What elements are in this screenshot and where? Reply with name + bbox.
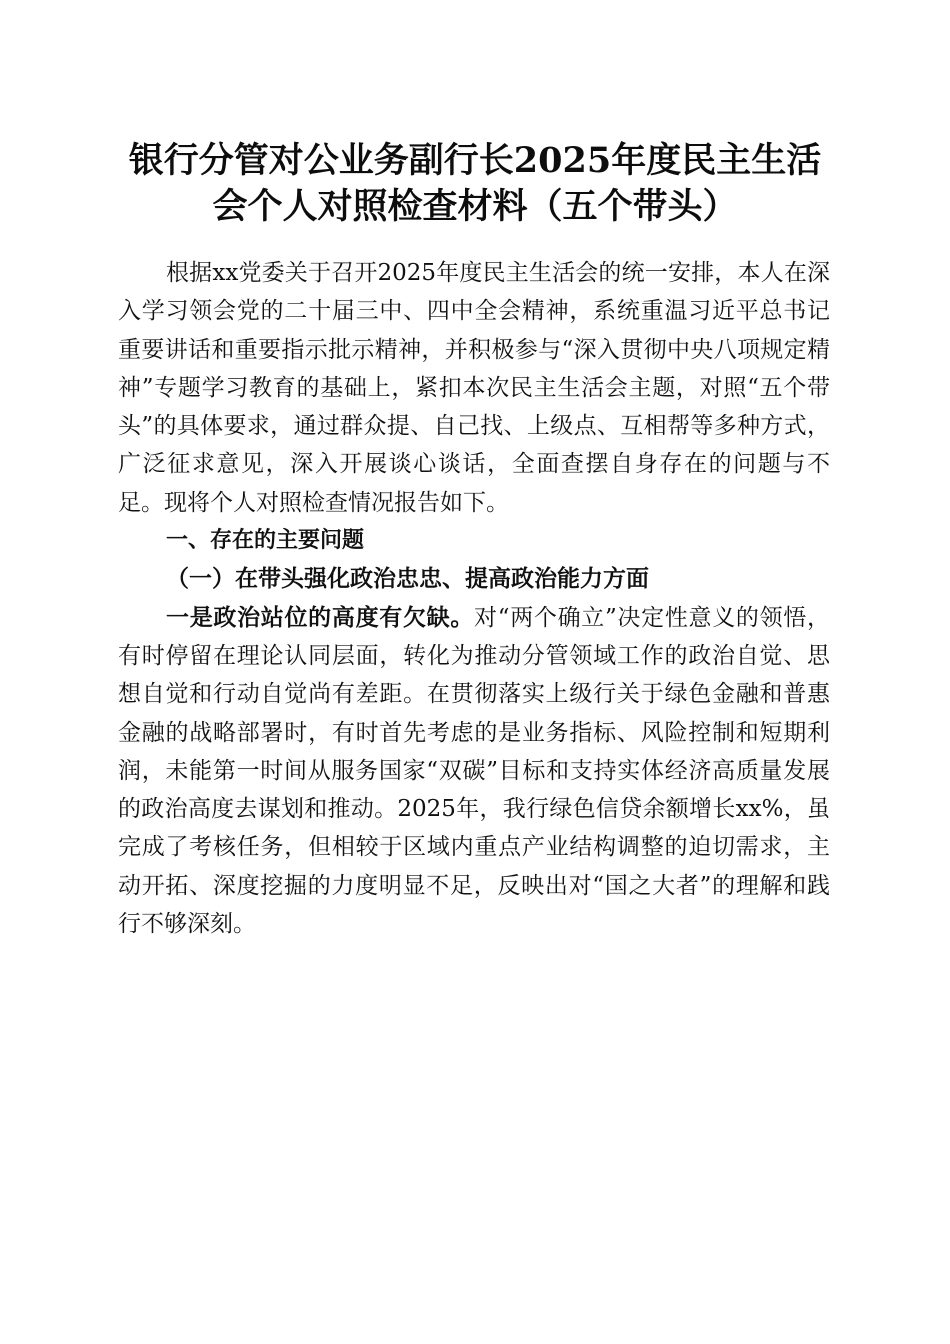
point-paragraph-1 [118, 599, 830, 944]
document-body [118, 254, 830, 943]
point-lead-1: 一是政治站位的高度有欠缺。 [166, 603, 475, 631]
document-title-line-1: 银行分管对公业务副行长2025年度民主生活 [128, 140, 822, 181]
subsection-heading-political: （一）在带头强化政治忠忠、提高政治能力方面 [166, 565, 649, 593]
intro-paragraph: 根据xx党委关于召开2025年度民主生活会的统一安排，本人在深入学习领会党的二十届三中、四中全会精神，系统重温习近平总书记重要讲话和重要指示批示精神，并积极参与“深入贯彻中央八项规定精神”专题学习教育的基础上，紧扣本次民主生活会主题，对照“五个带头”的具体要求，通过群众提、自己找、上级点、互相帮等多种方式，广泛征求意见，深入开展谈心谈话，全面查摆自身存在的问题与不足。现将个人对照检查情况报告如下。 [118, 260, 830, 516]
section-heading-problems: 一、存在的主要问题 [166, 528, 365, 554]
point-body-1: 对“两个确立”决定性意义的领悟，有时停留在理论认同层面，转化为推动分管领域工作的政治自觉、思想自觉和行动自觉尚有差距。在贯彻落实上级行关于绿色金融和普惠金融的战略部署时，有时首先考虑的是业务指标、风险控制和短期利润，未能第一时间从服务国家“双碳”目标和支持实体经济高质量发展的政治高度去谋划和推动。2025年，我行绿色信贷余额增长xx%，虽完成了考核任务，但相较于区域内重点产业结构调整的迫切需求，主动开拓、深度挖掘的力度明显不足，反映出对“国之大者”的理解和践行不够深刻。 [118, 604, 830, 938]
document-title-line-2: 会个人对照检查材料（五个带头） [212, 186, 738, 227]
